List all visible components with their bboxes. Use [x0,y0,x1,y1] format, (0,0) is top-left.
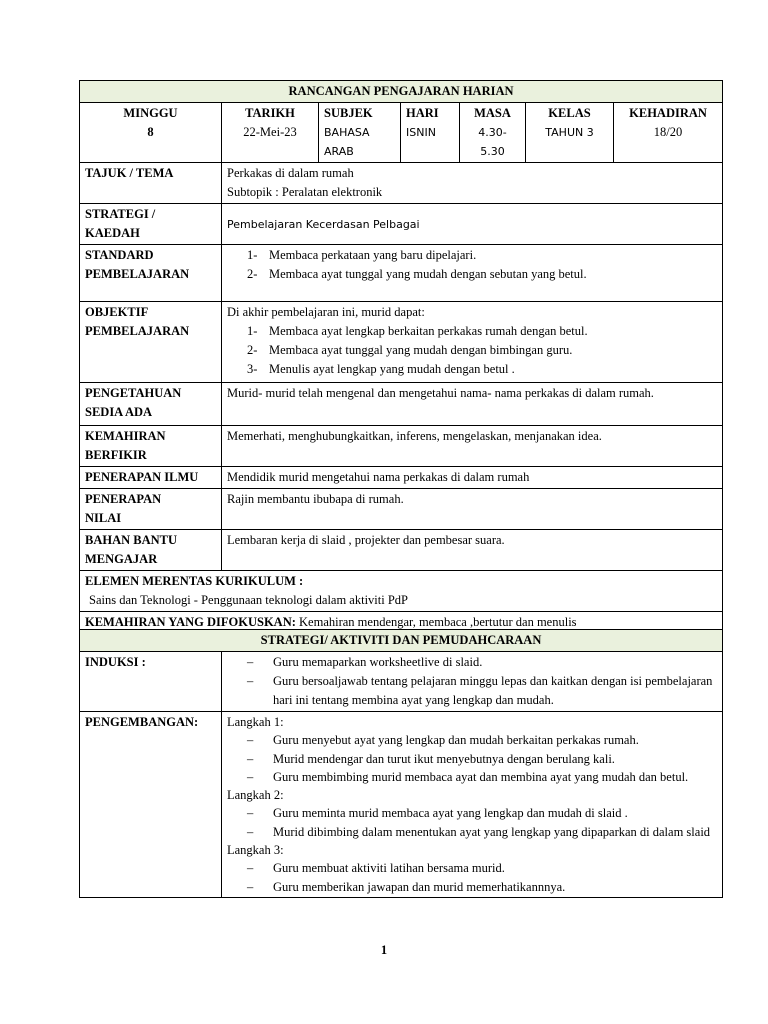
objektif-item: 1- Membaca ayat lengkap berkaitan perkakas rumah dengan betul. [247,324,588,338]
penerapan-ilmu-value: Mendidik murid mengetahui nama perkakas di dalam rumah [222,467,723,489]
lesson-plan-table [79,80,723,635]
strategi-label-line-1: STRATEGI / [85,207,156,221]
tarikh-label: TARIKH [245,106,295,120]
dash-bullet: – [247,806,254,821]
standard-list [222,245,723,302]
standard-label-line-1: STANDARD [85,248,154,262]
langkah-1-item: – Murid mendengar dan turut ikut menyebutnya dengan berulang kali. [227,750,717,768]
pengetahuan-label [80,383,222,426]
kemahiran-value: Memerhati, menghubungkaitkan, inferens, mengelaskan, menjanakan idea. [222,426,723,467]
pengembangan-label: PENGEMBANGAN: [80,712,222,898]
subjek-cell [319,103,401,163]
minggu-cell [80,103,222,163]
tajuk-line-2: Subtopik : Peralatan elektronik [227,185,383,199]
dash-bullet: – [247,655,254,669]
langkah-3-label: Langkah 3: [227,843,284,858]
dash-bullet: – [247,751,254,766]
penerapan-ilmu-label: PENERAPAN ILMU [80,467,222,489]
subjek-value-1: BAHASA [324,126,370,139]
standard-item: 2- Membaca ayat tunggal yang mudah dengan sebutan yang betul. [247,267,587,281]
hari-value: ISNIN [406,126,436,139]
strategi-value: Pembelajaran Kecerdasan Pelbagai [222,204,723,245]
bahan-label [80,530,222,571]
standard-item: 1- Membaca perkataan yang baru dipelajari. [247,248,477,262]
penerapan-nilai-label [80,489,222,530]
dash-bullet: – [247,733,254,748]
dash-bullet: – [247,879,254,894]
subjek-value-2: ARAB [324,145,354,158]
induksi-label: INDUKSI : [80,652,222,712]
langkah-1-label: Langkah 1: [227,715,284,729]
kehadiran-label: KEHADIRAN [629,106,707,120]
emk-value: Sains dan Teknologi - Penggunaan teknologi dalam aktiviti PdP [89,593,409,607]
pengetahuan-label-line-1: PENGETAHUAN [85,386,182,400]
masa-value-2: 5.30 [480,145,505,158]
tarikh-cell [222,103,319,163]
minggu-value: 8 [147,125,154,139]
emk-cell [80,571,723,612]
kemahiran-label-line-2: BERFIKIR [85,448,147,462]
tajuk-value [222,163,723,204]
activity-title: STRATEGI/ AKTIVITI DAN PEMUDAHCARAAN [80,630,723,652]
langkah-2-label: Langkah 2: [227,788,284,803]
induksi-item: – Guru bersoaljawab tentang pelajaran minggu lepas dan kaitkan dengan isi pembelajaran hari ini tentang membina ayat yang lengkap dan mudah. [227,672,717,710]
langkah-1-item: – Guru menyebut ayat yang lengkap dan mudah berkaitan perkakas rumah. [227,731,717,749]
langkah-2-item: – Guru meminta murid membaca ayat yang lengkap dan mudah di slaid . [227,804,717,822]
bahan-label-line-1: BAHAN BANTU [85,533,178,547]
masa-cell [460,103,526,163]
subjek-label: SUBJEK [324,106,373,120]
kemahiran-label-line-1: KEMAHIRAN [85,429,166,443]
langkah-3-item: – Guru memberikan jawapan dan murid memerhatikannnya. [227,878,717,896]
objektif-intro: Di akhir pembelajaran ini, murid dapat: [227,305,425,319]
tarikh-value: 22-Mei-23 [243,125,297,139]
masa-value-1: 4.30- [478,126,507,139]
dash-bullet: – [247,674,254,688]
penerapan-nilai-label-line-2: NILAI [85,511,122,525]
standard-label-line-2: PEMBELAJARAN [85,267,190,281]
langkah-3-item: – Guru membuat aktiviti latihan bersama murid. [227,859,717,877]
kdf-value: Kemahiran mendengar, membaca ,bertutur dan menulis [295,615,577,629]
penerapan-nilai-label-line-1: PENERAPAN [85,492,162,506]
objektif-label-line-2: PEMBELAJARAN [85,324,190,338]
hari-cell [401,103,460,163]
induksi-item: – Guru memaparkan worksheetlive di slaid. [227,653,717,672]
pengembangan-list [222,712,723,898]
dash-bullet: – [247,824,254,839]
pengetahuan-value: Murid- murid telah mengenal dan mengetahui nama- nama perkakas di dalam rumah. [222,383,723,426]
document-title: RANCANGAN PENGAJARAN HARIAN [80,81,723,103]
bahan-value: Lembaran kerja di slaid , projekter dan pembesar suara. [222,530,723,571]
dash-bullet: – [247,861,254,876]
objektif-label-line-1: OBJEKTIF [85,305,149,319]
kdf-label: KEMAHIRAN YANG DIFOKUSKAN: [85,615,296,629]
langkah-2-item: – Murid dibimbing dalam menentukan ayat yang lengkap yang dipaparkan di dalam slaid [227,823,717,841]
strategi-label [80,204,222,245]
pengetahuan-label-line-2: SEDIA ADA [85,405,153,419]
objektif-item: 2- Membaca ayat tunggal yang mudah dengan bimbingan guru. [247,343,573,357]
objektif-item: 3- Menulis ayat lengkap yang mudah dengan betul . [247,362,515,376]
tajuk-line-1: Perkakas di dalam rumah [227,166,354,180]
dash-bullet: – [247,769,254,784]
kelas-label: KELAS [548,106,591,120]
emk-label: ELEMEN MERENTAS KURIKULUM : [85,574,304,588]
kelas-cell [526,103,614,163]
activity-table [79,629,723,898]
kelas-value: TAHUN 3 [545,126,594,139]
kehadiran-cell [614,103,723,163]
kehadiran-value: 18/20 [653,125,683,139]
page-number: 1 [380,943,388,957]
objektif-list [222,302,723,383]
bahan-label-line-2: MENGAJAR [85,552,158,566]
kemahiran-label [80,426,222,467]
hari-label: HARI [406,106,439,120]
tajuk-label: TAJUK / TEMA [80,163,222,204]
penerapan-nilai-value: Rajin membantu ibubapa di rumah. [222,489,723,530]
minggu-label: MINGGU [123,106,178,120]
standard-label [80,245,222,302]
masa-label: MASA [474,106,511,120]
langkah-1-item: – Guru membimbing murid membaca ayat dan membina ayat yang mudah dan betul. [227,768,717,786]
objektif-label [80,302,222,383]
induksi-list [222,652,723,712]
strategi-label-line-2: KAEDAH [85,226,140,240]
